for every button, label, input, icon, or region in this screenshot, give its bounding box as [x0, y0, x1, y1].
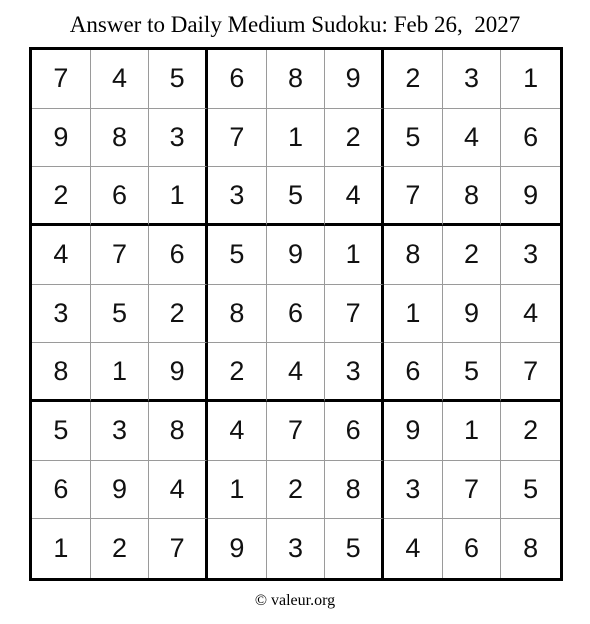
sudoku-cell-r7-c3: 8 [149, 402, 208, 461]
sudoku-cell-r2-c1: 9 [32, 109, 91, 168]
sudoku-cell-r8-c1: 6 [32, 461, 91, 520]
sudoku-cell-r3-c5: 5 [267, 167, 326, 226]
sudoku-cell-r1-c1: 7 [32, 50, 91, 109]
sudoku-cell-r7-c1: 5 [32, 402, 91, 461]
sudoku-cell-r1-c3: 5 [149, 50, 208, 109]
sudoku-cell-r6-c3: 9 [149, 343, 208, 402]
sudoku-cell-r2-c9: 6 [501, 109, 560, 168]
sudoku-cell-r4-c3: 6 [149, 226, 208, 285]
sudoku-cell-r8-c2: 9 [91, 461, 150, 520]
sudoku-cell-r8-c7: 3 [384, 461, 443, 520]
sudoku-cell-r9-c7: 4 [384, 519, 443, 578]
sudoku-cell-r7-c2: 3 [91, 402, 150, 461]
sudoku-cell-r3-c7: 7 [384, 167, 443, 226]
sudoku-cell-r8-c5: 2 [267, 461, 326, 520]
sudoku-cell-r8-c8: 7 [443, 461, 502, 520]
sudoku-cell-r4-c7: 8 [384, 226, 443, 285]
sudoku-cell-r9-c8: 6 [443, 519, 502, 578]
sudoku-cell-r4-c6: 1 [325, 226, 384, 285]
sudoku-cell-r9-c5: 3 [267, 519, 326, 578]
sudoku-cell-r3-c9: 9 [501, 167, 560, 226]
sudoku-cell-r4-c1: 4 [32, 226, 91, 285]
sudoku-cell-r8-c6: 8 [325, 461, 384, 520]
sudoku-cell-r5-c9: 4 [501, 285, 560, 344]
sudoku-cell-r9-c3: 7 [149, 519, 208, 578]
sudoku-cell-r7-c6: 6 [325, 402, 384, 461]
sudoku-board [29, 47, 563, 581]
sudoku-cell-r2-c2: 8 [91, 109, 150, 168]
sudoku-cell-r2-c4: 7 [208, 109, 267, 168]
sudoku-cell-r5-c4: 8 [208, 285, 267, 344]
sudoku-cell-r6-c4: 2 [208, 343, 267, 402]
sudoku-cell-r1-c8: 3 [443, 50, 502, 109]
sudoku-cell-r6-c8: 5 [443, 343, 502, 402]
sudoku-cell-r1-c7: 2 [384, 50, 443, 109]
sudoku-cell-r6-c1: 8 [32, 343, 91, 402]
sudoku-cell-r2-c5: 1 [267, 109, 326, 168]
sudoku-cell-r1-c6: 9 [325, 50, 384, 109]
sudoku-cell-r7-c4: 4 [208, 402, 267, 461]
sudoku-cell-r6-c6: 3 [325, 343, 384, 402]
sudoku-cell-r4-c2: 7 [91, 226, 150, 285]
sudoku-cell-r8-c3: 4 [149, 461, 208, 520]
sudoku-cell-r7-c7: 9 [384, 402, 443, 461]
sudoku-cell-r5-c3: 2 [149, 285, 208, 344]
sudoku-cell-r2-c6: 2 [325, 109, 384, 168]
sudoku-cell-r1-c5: 8 [267, 50, 326, 109]
sudoku-cell-r6-c9: 7 [501, 343, 560, 402]
sudoku-cell-r4-c5: 9 [267, 226, 326, 285]
sudoku-cell-r7-c8: 1 [443, 402, 502, 461]
sudoku-cell-r3-c6: 4 [325, 167, 384, 226]
sudoku-cell-r5-c1: 3 [32, 285, 91, 344]
sudoku-cell-r9-c4: 9 [208, 519, 267, 578]
sudoku-cell-r4-c8: 2 [443, 226, 502, 285]
sudoku-cell-r2-c3: 3 [149, 109, 208, 168]
sudoku-cell-r9-c2: 2 [91, 519, 150, 578]
page-title: Answer to Daily Medium Sudoku: Feb 26, 2027 [69, 12, 521, 37]
sudoku-cell-r9-c1: 1 [32, 519, 91, 578]
sudoku-cell-r3-c1: 2 [32, 167, 91, 226]
sudoku-cell-r8-c9: 5 [501, 461, 560, 520]
sudoku-cell-r6-c5: 4 [267, 343, 326, 402]
sudoku-cell-r2-c8: 4 [443, 109, 502, 168]
sudoku-cell-r1-c9: 1 [501, 50, 560, 109]
copyright-footer: © valeur.org [254, 592, 336, 609]
sudoku-cell-r5-c5: 6 [267, 285, 326, 344]
sudoku-cell-r4-c9: 3 [501, 226, 560, 285]
sudoku-cell-r1-c2: 4 [91, 50, 150, 109]
sudoku-cell-r2-c7: 5 [384, 109, 443, 168]
sudoku-cell-r3-c4: 3 [208, 167, 267, 226]
sudoku-cell-r4-c4: 5 [208, 226, 267, 285]
sudoku-cell-r3-c8: 8 [443, 167, 502, 226]
sudoku-cell-r5-c6: 7 [325, 285, 384, 344]
sudoku-cell-r5-c8: 9 [443, 285, 502, 344]
sudoku-cell-r9-c6: 5 [325, 519, 384, 578]
sudoku-cell-r6-c2: 1 [91, 343, 150, 402]
sudoku-cell-r1-c4: 6 [208, 50, 267, 109]
sudoku-cell-r3-c3: 1 [149, 167, 208, 226]
sudoku-cell-r5-c7: 1 [384, 285, 443, 344]
sudoku-cell-r6-c7: 6 [384, 343, 443, 402]
sudoku-cell-r9-c9: 8 [523, 533, 539, 564]
sudoku-cell-r7-c9: 2 [501, 402, 560, 461]
sudoku-cell-r5-c2: 5 [91, 285, 150, 344]
sudoku-cell-r3-c2: 6 [91, 167, 150, 226]
sudoku-cell-r8-c4: 1 [208, 461, 267, 520]
sudoku-cell-r7-c5: 7 [267, 402, 326, 461]
